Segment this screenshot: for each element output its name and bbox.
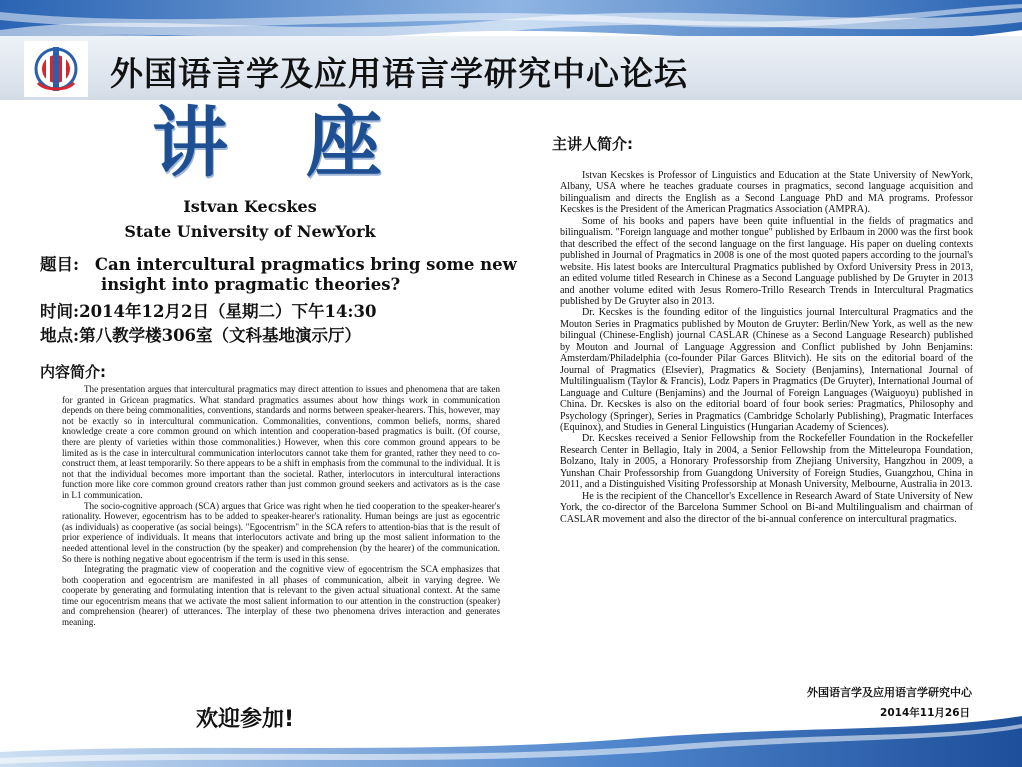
location-label: 地点: (40, 326, 80, 345)
time-value: 2014年12月2日（星期二）下午14:30 (79, 302, 377, 321)
forum-title: 外国语言学及应用语言学研究中心论坛 (110, 54, 688, 93)
speaker-affiliation: State University of NewYork (124, 222, 376, 241)
bio-paragraph: Dr. Kecskes is the founding editor of the linguistics journal Intercultural Pragmatics and the Mouton Series in Pragmatics published by Mouton de Gruyter: Berlin/New York, as well as the new bilingual (Chinese-English) journal CASLAR (Chinese as a Second Language Research) published by Mouton and Journal of Language Aggression and Conflict published by John Benjamins: Amsterdam/Philadelphia (co-founder Pilar Garces Blitvich). He sits on the editorial board of the Journal of Pragmatics (Elsevier), Pragmatics & Society (Benjamins), International Journal of Multilingualism (Taylor & Francis), Lodz Papers in Pragmatics (De Gruyter), International Journal of Language and Culture (Benjamins) and the Journal of Foreign Languages (Waiguoyu) published in China. Dr. Kecskes is also on the editorial board of four book series: Pragmatics, Philosophy and Psychology (Springer), Series in Pragmatics (Cambridge Scholarly Publishing), Pragmatic Interfaces (Equinox), and Studies in General Linguistics (Hungarian Academy of Sciences). (560, 307, 973, 433)
topic-line-1: Can intercultural pragmatics bring some new (94, 255, 517, 274)
notice-date: 2014年11月26日 (880, 707, 970, 719)
lecture-heading: 讲座 (152, 98, 460, 187)
welcome-text: 欢迎参加! (196, 707, 295, 732)
abstract-paragraph: The socio-cognitive approach (SCA) argues that Grice was right when he tied cooperation to the speaker-hearer's rationality. However, egocentrism has to be added to speaker-hearer's rationality. Human beings are just as egocentric (as individuals) as cooperative (as social beings). "Egocentrism" in the SCA refers to attention-bias that is the result of prior experience of individuals. It means that interlocutors activate and bring up the most salient information to the needed attentional level in the construction (by the speaker) and comprehension (by the hearer) of the communication. So there is nothing negative about egocentrism if the term is used in this sense. (62, 500, 500, 564)
abstract-text (62, 384, 500, 628)
bottom-wave-decoration (0, 712, 1022, 767)
bio-paragraph: Some of his books and papers have been quite influential in the fields of pragmatics and bilingualism. "Foreign language and mother tongue" published by Erlbaum in 2000 was the first book that described the effect of the second language on the first language. His paper on dueling contexts published in Journal of Pragmatics in 2008 is one of the most quoted papers according to the journal's website. His latest books are Intercultural Pragmatics published by Oxford University Press in 2013, an edited volume titled Research in Chinese as a Second Language published by De Gruyter in 2013 and another volume edited with Jesus Romero-Trillo Research Trends in Intercultural Pragmatics published by De Gruyter also in 2013. (560, 215, 973, 307)
topic-row (40, 251, 517, 275)
bio-paragraph: Istvan Kecskes is Professor of Linguistics and Education at the State University of NewYork, Albany, USA where he teaches graduate courses in pragmatics, second language acquisition and bilingualism and directs the English as a Second Language PhD and MA programs. Professor Kecskes is the President of the American Pragmatics Association (AMPRA). (560, 170, 973, 216)
abstract-heading: 内容简介: (40, 363, 106, 381)
time-label: 时间: (40, 302, 80, 321)
bio-text (560, 170, 973, 525)
bio-paragraph: He is the recipient of the Chancellor's Excellence in Research Award of State University of New York, the co-director of the Barcelona Summer School on Bi-and Multilingualism and chairman of CASLAR movement and also the director of the bi-annual conference on intercultural pragmatics. (560, 490, 973, 525)
bio-heading: 主讲人简介: (552, 135, 633, 153)
location-row (40, 322, 361, 346)
topic-label: 题目: (40, 255, 80, 274)
time-row (40, 298, 376, 322)
speaker-name: Istvan Kecskes (183, 197, 317, 216)
topic-line-2: insight into pragmatic theories? (101, 275, 401, 294)
abstract-paragraph: Integrating the pragmatic view of cooperation and the cognitive view of egocentrism the SCA emphasizes that both cooperation and egocentrism are manifested in all phases of communication, albeit in varying degree. We cooperate by generating and formulating intention that is relevant to the given actual situational context. At the same time our egocentrism means that we activate the most salient information to our attention in the construction (speaker) and comprehension (hearer) of utterances. The interplay of these two phenomena drives interaction and generates meaning. (62, 564, 500, 628)
organizer-name: 外国语言学及应用语言学研究中心 (807, 686, 972, 699)
location-value: 第八教学楼306室（文科基地演示厅） (79, 326, 362, 345)
bio-paragraph: Dr. Kecskes received a Senior Fellowship from the Rockefeller Foundation in the Rockefeller Research Center in Bellagio, Italy in 2004, a Senior Fellowship from the Mitteleuropa Foundation, Bolzano, Italy in 2005, a Honorary Professorship from Zhejiang University, Hangzhou in 2009, a Yunshan Chair Professorship from Guangdong University of Foreign Studies, Guangzhou, China in 2011, and a Distinguished Visiting Professorship at Monash University, Melbourne, Australia in 2013. (560, 433, 973, 491)
university-crest-icon (24, 41, 88, 97)
abstract-paragraph: The presentation argues that intercultural pragmatics may direct attention to issues and phenomena that are taken for granted in Gricean pragmatics. What standard pragmatics assumes about how things work in communication depends on there being commonalities, conventions, standards and norms between speaker-hearers. This, however, may not be exactly so in intercultural communication. Commonalities, conventions, common beliefs, norms, shared knowledge create a core common ground on which intention and cooperation-based pragmatics is built. (Of course, there are plenty of varieties within those commonalities.) However, when this core common ground appears to be limited as is the case in intercultural communication interlocutors cannot take them for granted, rather they need to co-construct them, at least temporarily. So there appears to be a shift in emphasis from the communal to the individual. It is not that the individual becomes more important than the societal. Rather, interlocutors in intercultural interactions function more like core common ground creators rather than just common ground seekers and activators as is the case in L1 communication. (62, 384, 500, 500)
